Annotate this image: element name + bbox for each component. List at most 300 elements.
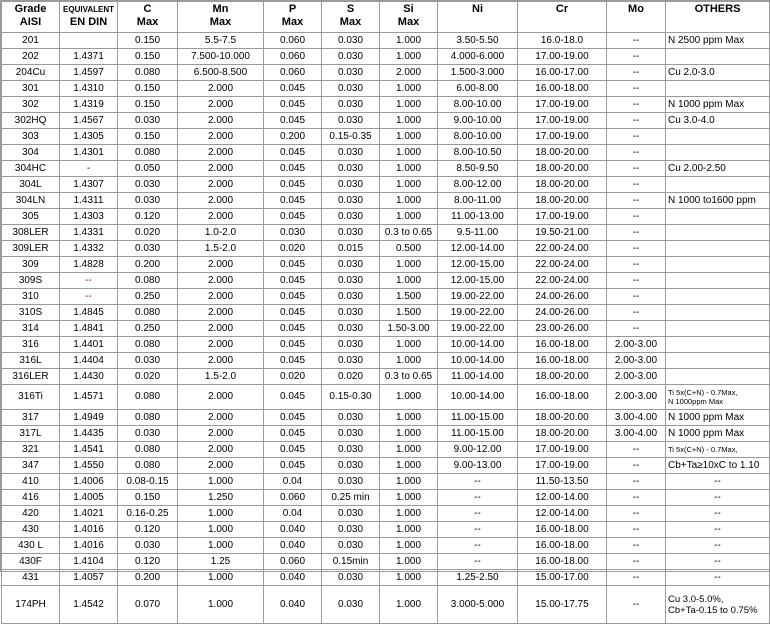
cell-p: 0.040 (264, 522, 322, 538)
cell-grade: 201 (2, 33, 60, 49)
cell-grade: 314 (2, 321, 60, 337)
cell-grade: 310S (2, 305, 60, 321)
cell-mo: 2.00-3.00 (607, 337, 666, 353)
cell-p: 0.045 (264, 177, 322, 193)
cell-others (666, 129, 770, 145)
cell-s: 0.15-0.35 (322, 129, 380, 145)
cell-ni: 9.00-13.00 (438, 458, 518, 474)
cell-grade: 316 (2, 337, 60, 353)
cell-din: 1.4542 (60, 586, 118, 624)
cell-ni: 11.00-14.00 (438, 369, 518, 385)
cell-mn: 1.000 (178, 570, 264, 586)
cell-din: 1.4597 (60, 65, 118, 81)
cell-ni: 11.00-13.00 (438, 209, 518, 225)
cell-ni: 12.00-15.00 (438, 273, 518, 289)
column-header-s (322, 2, 380, 33)
cell-din: 1.4303 (60, 209, 118, 225)
cell-si: 1.000 (380, 586, 438, 624)
column-header-sublabel: Max (209, 16, 232, 28)
cell-c: 0.250 (118, 321, 178, 337)
cell-grade: 321 (2, 442, 60, 458)
table-row (2, 49, 770, 65)
cell-p: 0.045 (264, 321, 322, 337)
cell-ni: -- (438, 554, 518, 570)
cell-grade: 305 (2, 209, 60, 225)
cell-grade: 430F (2, 554, 60, 570)
cell-s: 0.030 (322, 442, 380, 458)
cell-mn: 5.5-7.5 (178, 33, 264, 49)
cell-si: 1.000 (380, 33, 438, 49)
cell-si: 1.000 (380, 273, 438, 289)
cell-si: 1.000 (380, 129, 438, 145)
cell-ni: 12.00-15.00 (438, 257, 518, 273)
cell-grade: 304 (2, 145, 60, 161)
header-row (2, 2, 770, 33)
cell-p: 0.045 (264, 289, 322, 305)
cell-ni: 10.00-14.00 (438, 353, 518, 369)
cell-mn: 2.000 (178, 273, 264, 289)
cell-grade: 303 (2, 129, 60, 145)
table-row (2, 321, 770, 337)
cell-din: 1.4006 (60, 474, 118, 490)
cell-si: 1.500 (380, 305, 438, 321)
column-header-cr (518, 2, 607, 33)
cell-mo: -- (607, 305, 666, 321)
others-text: N 2500 ppm Max (668, 34, 745, 46)
cell-cr: 22.00-24.00 (518, 257, 607, 273)
cell-mo: -- (607, 506, 666, 522)
cell-si: 1.000 (380, 81, 438, 97)
cell-p: 0.045 (264, 97, 322, 113)
cell-cr: 16.00-18.00 (518, 554, 607, 570)
cell-c: 0.120 (118, 522, 178, 538)
cell-mo: -- (607, 209, 666, 225)
cell-mo: -- (607, 554, 666, 570)
cell-mo: -- (607, 129, 666, 145)
cell-ni: 1.500-3.000 (438, 65, 518, 81)
cell-ni: 8.50-9.50 (438, 161, 518, 177)
cell-others (666, 538, 770, 554)
cell-din: 1.4104 (60, 554, 118, 570)
cell-p: 0.045 (264, 385, 322, 410)
cell-cr: 12.00-14.00 (518, 506, 607, 522)
column-header-label: Grade (14, 3, 47, 15)
cell-others (666, 65, 770, 81)
cell-c: 0.050 (118, 161, 178, 177)
cell-mn: 1.5-2.0 (178, 369, 264, 385)
cell-others (666, 490, 770, 506)
cell-c: 0.030 (118, 193, 178, 209)
table-row (2, 369, 770, 385)
cell-others (666, 289, 770, 305)
cell-ni: 12.00-14.00 (438, 241, 518, 257)
cell-mn: 2.000 (178, 385, 264, 410)
cell-s: 0.030 (322, 458, 380, 474)
cell-c: 0.030 (118, 113, 178, 129)
cell-c: 0.16-0.25 (118, 506, 178, 522)
cell-others (666, 369, 770, 385)
cell-s: 0.020 (322, 369, 380, 385)
cell-c: 0.080 (118, 410, 178, 426)
cell-mn: 1.5-2.0 (178, 241, 264, 257)
cell-din: 1.4005 (60, 490, 118, 506)
cell-mn: 2.000 (178, 145, 264, 161)
cell-s: 0.030 (322, 193, 380, 209)
cell-s: 0.030 (322, 426, 380, 442)
cell-p: 0.045 (264, 305, 322, 321)
cell-c: 0.120 (118, 554, 178, 570)
cell-mo: -- (607, 273, 666, 289)
cell-others (666, 337, 770, 353)
cell-ni: 3.50-5.50 (438, 33, 518, 49)
cell-mo: 2.00-3.00 (607, 385, 666, 410)
cell-grade: 410 (2, 474, 60, 490)
cell-ni: 6.00-8.00 (438, 81, 518, 97)
cell-c: 0.150 (118, 97, 178, 113)
cell-mn: 7.500-10.000 (178, 49, 264, 65)
table-row (2, 33, 770, 49)
table-row (2, 241, 770, 257)
cell-mn: 2.000 (178, 305, 264, 321)
cell-ni: 8.00-10.00 (438, 129, 518, 145)
table-row (2, 129, 770, 145)
others-text: Cb+Ta≥10xC to 1.10 (668, 459, 760, 471)
table-row (2, 442, 770, 458)
cell-ni: 9.5-11.00 (438, 225, 518, 241)
cell-mo: -- (607, 161, 666, 177)
cell-grade: 304L (2, 177, 60, 193)
cell-si: 1.000 (380, 490, 438, 506)
cell-ni: 10.00-14.00 (438, 337, 518, 353)
cell-others (666, 81, 770, 97)
cell-p: 0.030 (264, 225, 322, 241)
cell-c: 0.080 (118, 145, 178, 161)
column-header-mo (607, 2, 666, 33)
cell-cr: 18.00-20.00 (518, 410, 607, 426)
cell-grade: 304LN (2, 193, 60, 209)
cell-s: 0.25 min (322, 490, 380, 506)
cell-mn: 2.000 (178, 410, 264, 426)
cell-grade: 316LER (2, 369, 60, 385)
cell-grade: 316L (2, 353, 60, 369)
table-row (2, 426, 770, 442)
cell-si: 1.000 (380, 538, 438, 554)
cell-p: 0.045 (264, 410, 322, 426)
cell-cr: 17.00-19.00 (518, 113, 607, 129)
cell-si: 1.000 (380, 145, 438, 161)
cell-cr: 16.00-18.00 (518, 385, 607, 410)
others-text: -- (714, 539, 721, 551)
cell-ni: -- (438, 538, 518, 554)
cell-cr: 17.00-19.00 (518, 49, 607, 65)
cell-mo: -- (607, 145, 666, 161)
cell-ni: 9.00-10.00 (438, 113, 518, 129)
cell-mo: -- (607, 570, 666, 586)
cell-si: 1.000 (380, 193, 438, 209)
cell-din: 1.4016 (60, 538, 118, 554)
cell-cr: 17.00-19.00 (518, 442, 607, 458)
cell-p: 0.045 (264, 161, 322, 177)
cell-c: 0.030 (118, 177, 178, 193)
cell-ni: 19.00-22.00 (438, 305, 518, 321)
column-header-c (118, 2, 178, 33)
cell-din: 1.4307 (60, 177, 118, 193)
cell-mo: -- (607, 225, 666, 241)
cell-si: 1.500 (380, 289, 438, 305)
column-header-label: Cr (555, 3, 569, 15)
cell-s: 0.030 (322, 81, 380, 97)
cell-others (666, 97, 770, 113)
column-header-sublabel: Max (397, 16, 420, 28)
cell-p: 0.040 (264, 586, 322, 624)
cell-din: 1.4319 (60, 97, 118, 113)
cell-c: 0.200 (118, 570, 178, 586)
cell-si: 1.000 (380, 385, 438, 410)
table-row (2, 273, 770, 289)
cell-s: 0.030 (322, 177, 380, 193)
table-row (2, 353, 770, 369)
cell-din: 1.4331 (60, 225, 118, 241)
cell-cr: 18.00-20.00 (518, 193, 607, 209)
cell-s: 0.030 (322, 474, 380, 490)
cell-din: 1.4305 (60, 129, 118, 145)
cell-si: 0.3 to 0.65 (380, 225, 438, 241)
cell-p: 0.060 (264, 65, 322, 81)
cell-s: 0.030 (322, 145, 380, 161)
cell-mn: 2.000 (178, 458, 264, 474)
cell-cr: 15.00-17.00 (518, 570, 607, 586)
cell-s: 0.030 (322, 522, 380, 538)
others-text: N 1000 ppm Max (668, 411, 745, 423)
cell-si: 1.000 (380, 458, 438, 474)
cell-c: 0.150 (118, 81, 178, 97)
others-text: -- (714, 555, 721, 567)
cell-cr: 23.00-26.00 (518, 321, 607, 337)
column-header-sublabel: AISI (19, 16, 42, 28)
cell-din: -- (60, 273, 118, 289)
table-row (2, 538, 770, 554)
cell-mn: 1.000 (178, 506, 264, 522)
others-text: Cu 2.0-3.0 (668, 66, 715, 78)
cell-si: 1.000 (380, 257, 438, 273)
column-header-din (60, 2, 118, 33)
cell-cr: 16.00-18.00 (518, 522, 607, 538)
cell-si: 1.000 (380, 49, 438, 65)
cell-c: 0.080 (118, 442, 178, 458)
cell-mo: -- (607, 81, 666, 97)
cell-cr: 18.00-20.00 (518, 145, 607, 161)
cell-mo: -- (607, 522, 666, 538)
table-row (2, 161, 770, 177)
others-text: Ti 5x(C+N) - 0.7Max, (668, 445, 738, 454)
cell-si: 1.000 (380, 209, 438, 225)
cell-c: 0.030 (118, 353, 178, 369)
cell-cr: 22.00-24.00 (518, 241, 607, 257)
cell-mo: -- (607, 289, 666, 305)
cell-others (666, 241, 770, 257)
cell-s: 0.15min (322, 554, 380, 570)
table-row (2, 81, 770, 97)
cell-p: 0.200 (264, 129, 322, 145)
column-header-sublabel: EN DIN (69, 16, 108, 28)
cell-din: 1.4057 (60, 570, 118, 586)
cell-ni: 11.00-15.00 (438, 410, 518, 426)
cell-din: 1.4845 (60, 305, 118, 321)
cell-si: 1.000 (380, 474, 438, 490)
cell-grade: 430 L (2, 538, 60, 554)
others-text-line2: Cb+Ta-0.15 to 0.75% (668, 604, 758, 616)
cell-din: 1.4404 (60, 353, 118, 369)
cell-mo: -- (607, 241, 666, 257)
cell-mn: 1.25 (178, 554, 264, 570)
cell-grade: 430 (2, 522, 60, 538)
cell-mn: 2.000 (178, 209, 264, 225)
cell-p: 0.045 (264, 458, 322, 474)
others-text: N 1000 to1600 ppm (668, 194, 756, 206)
cell-ni: 8.00-10.50 (438, 145, 518, 161)
cell-s: 0.030 (322, 65, 380, 81)
cell-others (666, 113, 770, 129)
cell-others (666, 33, 770, 49)
others-text: N 1000 ppm Max (668, 427, 745, 439)
cell-p: 0.020 (264, 241, 322, 257)
cell-p: 0.045 (264, 113, 322, 129)
cell-cr: 18.00-20.00 (518, 177, 607, 193)
cell-din: -- (60, 289, 118, 305)
others-text: Cu 3.0-4.0 (668, 114, 715, 126)
column-header-label: EQUIVALENT (63, 5, 114, 14)
cell-others (666, 426, 770, 442)
cell-mn: 2.000 (178, 161, 264, 177)
others-text: N 1000 ppm Max (668, 98, 745, 110)
cell-ni: 19.00-22.00 (438, 321, 518, 337)
cell-c: 0.030 (118, 241, 178, 257)
cell-mn: 2.000 (178, 113, 264, 129)
cell-p: 0.045 (264, 353, 322, 369)
cell-din: 1.4371 (60, 49, 118, 65)
cell-cr: 15.00-17.75 (518, 586, 607, 624)
cell-mo: -- (607, 586, 666, 624)
cell-p: 0.060 (264, 49, 322, 65)
cell-si: 0.500 (380, 241, 438, 257)
cell-s: 0.15-0.30 (322, 385, 380, 410)
cell-others (666, 474, 770, 490)
table-row (2, 522, 770, 538)
cell-p: 0.060 (264, 33, 322, 49)
others-text: -- (714, 571, 721, 583)
cell-mo: -- (607, 538, 666, 554)
table-row (2, 65, 770, 81)
cell-c: 0.070 (118, 586, 178, 624)
cell-s: 0.030 (322, 33, 380, 49)
cell-si: 1.000 (380, 113, 438, 129)
cell-mn: 2.000 (178, 177, 264, 193)
column-header-si (380, 2, 438, 33)
cell-p: 0.045 (264, 209, 322, 225)
table-row (2, 193, 770, 209)
cell-mo: -- (607, 442, 666, 458)
cell-din: 1.4430 (60, 369, 118, 385)
cell-ni: -- (438, 474, 518, 490)
cell-cr: 16.00-18.00 (518, 81, 607, 97)
table-row (2, 209, 770, 225)
cell-mn: 1.250 (178, 490, 264, 506)
cell-si: 1.000 (380, 353, 438, 369)
cell-grade: 302HQ (2, 113, 60, 129)
table-row (2, 145, 770, 161)
cell-s: 0.030 (322, 161, 380, 177)
cell-mn: 1.000 (178, 538, 264, 554)
cell-s: 0.030 (322, 586, 380, 624)
cell-mo: -- (607, 458, 666, 474)
cell-si: 1.000 (380, 426, 438, 442)
cell-c: 0.020 (118, 225, 178, 241)
cell-mn: 2.000 (178, 257, 264, 273)
cell-cr: 16.00-18.00 (518, 538, 607, 554)
cell-c: 0.250 (118, 289, 178, 305)
cell-s: 0.030 (322, 49, 380, 65)
column-header-label: OTHERS (694, 3, 741, 15)
cell-si: 1.000 (380, 161, 438, 177)
cell-grade: 309LER (2, 241, 60, 257)
cell-mn: 2.000 (178, 337, 264, 353)
column-header-label: Si (403, 3, 414, 15)
cell-cr: 24.00-26.00 (518, 305, 607, 321)
cell-din: 1.4571 (60, 385, 118, 410)
cell-s: 0.030 (322, 257, 380, 273)
cell-mo: -- (607, 49, 666, 65)
cell-mo: 3.00-4.00 (607, 410, 666, 426)
cell-din: 1.4310 (60, 81, 118, 97)
cell-grade: 431 (2, 570, 60, 586)
cell-others (666, 554, 770, 570)
cell-s: 0.030 (322, 289, 380, 305)
cell-ni: -- (438, 522, 518, 538)
cell-cr: 18.00-20.00 (518, 426, 607, 442)
cell-cr: 19.50-21.00 (518, 225, 607, 241)
table-row (2, 337, 770, 353)
cell-c: 0.150 (118, 33, 178, 49)
column-header-label: P (288, 3, 297, 15)
cell-s: 0.030 (322, 506, 380, 522)
cell-c: 0.080 (118, 385, 178, 410)
cell-others (666, 442, 770, 458)
cell-c: 0.080 (118, 458, 178, 474)
cell-others (666, 522, 770, 538)
cell-cr: 22.00-24.00 (518, 273, 607, 289)
cell-mn: 2.000 (178, 193, 264, 209)
cell-c: 0.080 (118, 305, 178, 321)
cell-others (666, 145, 770, 161)
cell-s: 0.030 (322, 570, 380, 586)
column-header-ni (438, 2, 518, 33)
cell-c: 0.080 (118, 337, 178, 353)
cell-ni: 8.00-12.00 (438, 177, 518, 193)
cell-din: 1.4841 (60, 321, 118, 337)
cell-cr: 11.50-13.50 (518, 474, 607, 490)
cell-si: 1.000 (380, 97, 438, 113)
cell-din: 1.4021 (60, 506, 118, 522)
cell-grade: 316Ti (2, 385, 60, 410)
column-header-label: Mo (628, 3, 644, 15)
cell-others (666, 321, 770, 337)
others-text: Cu 3.0-5.0%, (668, 593, 724, 605)
others-text: -- (714, 491, 721, 503)
cell-mo: -- (607, 113, 666, 129)
cell-others (666, 506, 770, 522)
stainless-steel-composition-table (1, 1, 770, 624)
cell-grade: 309S (2, 273, 60, 289)
